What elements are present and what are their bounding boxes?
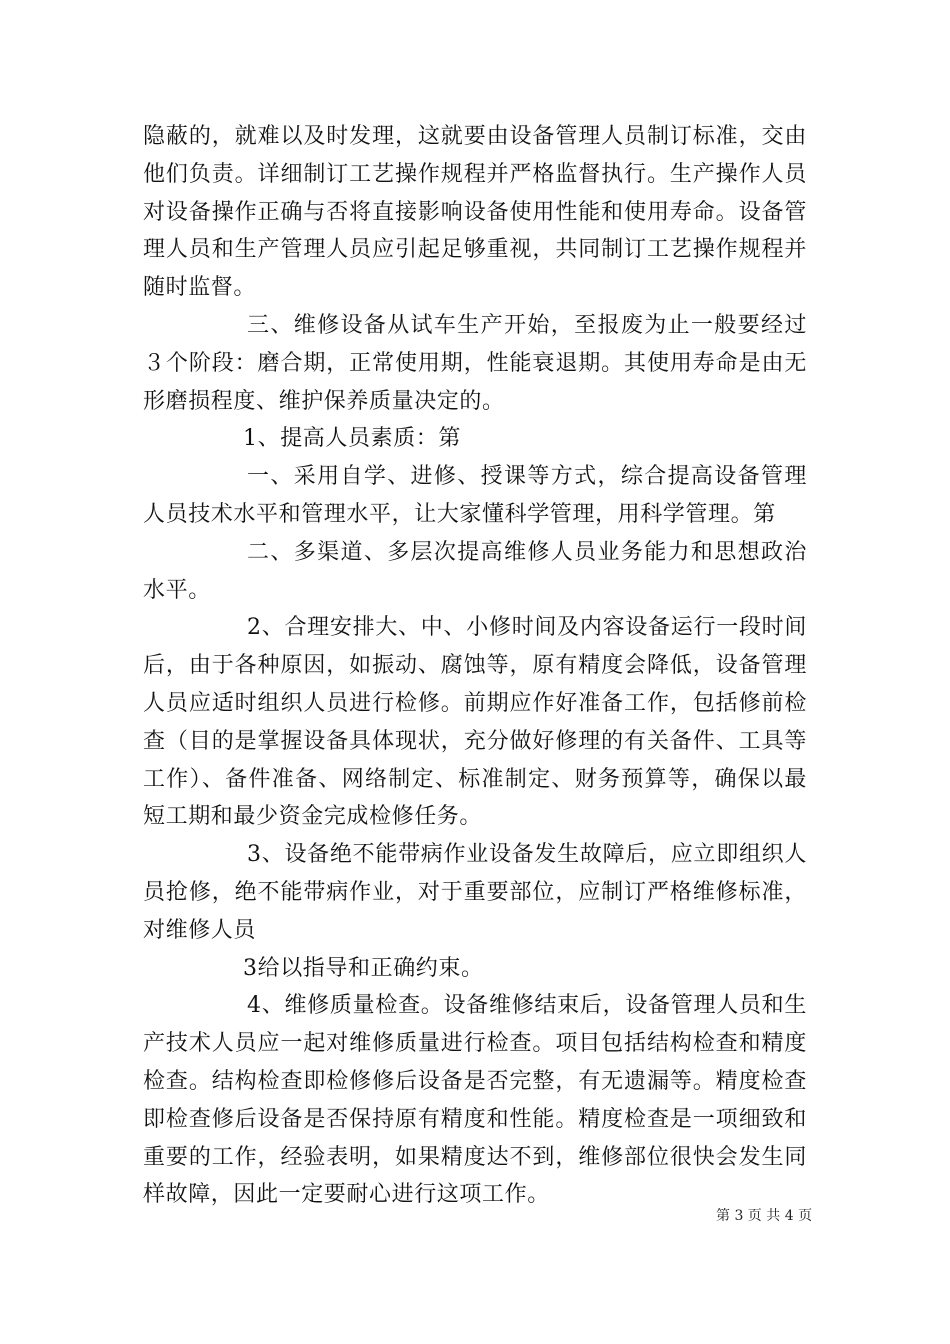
paragraph-1: 隐蔽的，就难以及时发理，这就要由设备管理人员制订标准，交由他们负责。详细制订工艺操作规程并严格监督执行。生产操作人员对设备操作正确与否将直接影响设备使用性能和使用寿命。设备管理人员和生产管理人员应引起足够重视，共同制订工艺操作规程并随时监督。: [143, 124, 807, 301]
paragraph-4: 一、采用自学、进修、授课等方式，综合提高设备管理人员技术水平和管理水平，让大家懂科学管理，用科学管理。第: [143, 464, 807, 527]
paragraph-7: 3、设备绝不能带病作业设备发生故障后，应立即组织人员抢修，绝不能带病作业，对于重要部位，应制订严格维修标准，对维修人员: [143, 842, 807, 943]
paragraph-3: 1、提高人员素质：第: [243, 426, 461, 452]
paragraph-2: 三、维修设备从试车生产开始，至报废为止一般要经过３个阶段：磨合期，正常使用期，性能衰退期。其使用寿命是由无形磨损程度、维护保养质量决定的。: [143, 312, 807, 414]
page-number: 第 3 页 共 4 页: [716, 1208, 813, 1224]
paragraph-6: 2、合理安排大、中、小修时间及内容设备运行一段时间后，由于各种原因，如振动、腐蚀等，原有精度会降低，设备管理人员应适时组织人员进行检修。前期应作好准备工作，包括修前检查（目的是掌握设备具体现状，充分做好修理的有关备件、工具等工作）、备件准备、网络制定、标准制定、财务预算等，确保以最短工期和最少资金完成检修任务。: [143, 615, 807, 830]
document-body: [143, 118, 807, 1214]
paragraph-9: 4、维修质量检查。设备维修结束后，设备管理人员和生产技术人员应一起对维修质量进行检查。项目包括结构检查和精度检查。结构检查即检修修后设备是否完整，有无遗漏等。精度检查即检查修后设备是否保持原有精度和性能。精度检查是一项细致和重要的工作，经验表明，如果精度达不到，维修部位很快会发生同样故障，因此一定要耐心进行这项工作。: [143, 993, 807, 1208]
paragraph-8: 3给以指导和正确约束。: [243, 955, 484, 981]
paragraph-5: 二、多渠道、多层次提高维修人员业务能力和思想政治水平。: [143, 539, 807, 603]
